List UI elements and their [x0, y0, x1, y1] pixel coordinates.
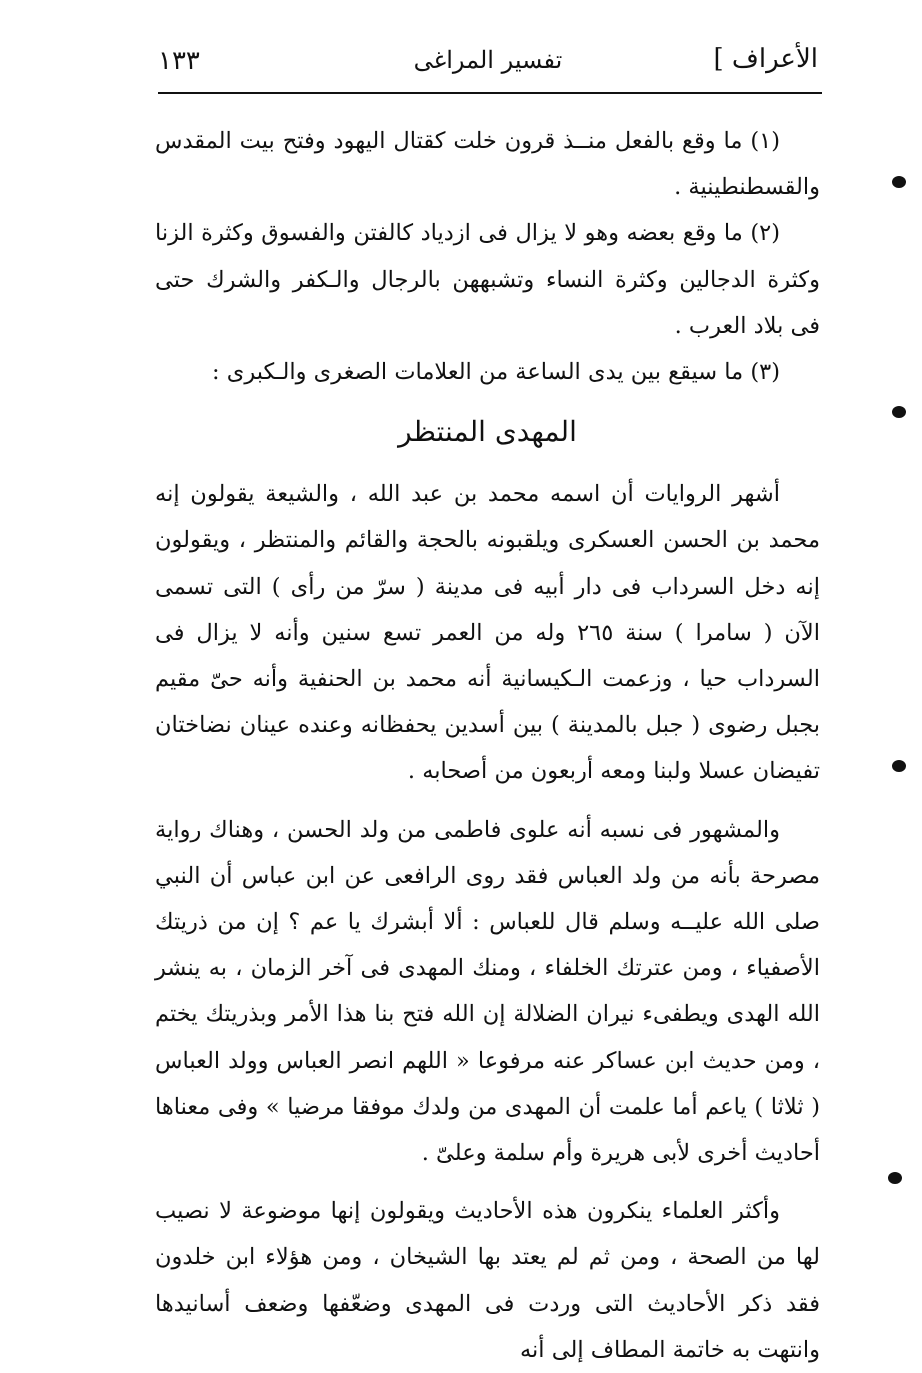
paragraph: وأكثر العلماء ينكرون هذه الأحاديث ويقولون إنها موضوعة لا نصيب لها من الصحة ، ومن ثم لم يعتد بها الشيخان ، ومن هؤلاء ابن خلدون فقد ذكر الأحاديث التى وردت فى المهدى وضعّفها وضعف أسانيدها وانتهت به خاتمة المطاف إلى أنه [155, 1198, 820, 1363]
paragraph: أشهر الروايات أن اسمه محمد بن عبد الله ، والشيعة يقولون إنه محمد بن الحسن العسكرى ويلقبونه بالحجة والقائم والمنتظر ، ويقولون إنه دخل السرداب فى دار أبيه فى مدينة ( سرّ من رأى ) التى تسمى الآن ( سامرا ) سنة ٢٦٥ وله من العمر تسع سنين وأنه لا يزال فى السرداب حيا ، وزعمت الـكيسانية أنه محمد بن الحنفية وأنه حىّ مقيم بجبل رضوى ( جبل بالمدينة ) بين أسدين يحفظانه وعنده عينان نضاختان تفيضان عسلا ولبنا ومعه أربعون من أصحابه . [155, 481, 820, 785]
margin-ink-blot [892, 176, 906, 188]
margin-ink-blot [892, 760, 906, 772]
surah-name: الأعراف ] [713, 44, 818, 74]
paragraph: والمشهور فى نسبه أنه علوى فاطمى من ولد الحسن ، وهناك رواية مصرحة بأنه من ولد العباس فقد روى الرافعى عن ابن عباس أن النبي صلى الله عليــه وسلم قال للعباس : ألا أبشرك يا عم ؟ إن من ذريتك الأصفياء ، ومن عترتك الخلفاء ، ومنك المهدى فى آخر الزمان ، به ينشر الله الهدى ويطفىء نيران الضلالة إن الله فتح بنا هذا الأمر وبذريتك يختم ، ومن حديث ابن عساكر عنه مرفوعا « اللهم انصر العباس وولد العباس ( ثلاثا ) ياعم أما علمت أن المهدى من ولدك موفقا مرضيا » وفى معناها أحاديث أخرى لأبى هريرة وأم سلمة وعلىّ . [155, 816, 820, 1167]
list-item: (١) ما وقع بالفعل منــذ قرون خلت كقتال اليهود وفتح بيت المقدس والقسطنطينية . [155, 128, 820, 201]
running-header [158, 36, 818, 88]
page-number: ١٣٣ [158, 46, 200, 76]
section-title: المهدى المنتظر [398, 415, 577, 449]
page-body [155, 118, 820, 1373]
margin-ink-blot [888, 1172, 902, 1184]
margin-ink-blot [892, 406, 906, 418]
list-item: (٢) ما وقع بعضه وهو لا يزال فى ازدياد كالفتن والفسوق وكثرة الزنا وكثرة الدجالين وكثرة النساء وتشبههن بالرجال والـكفر والشرك حتى فى بلاد العرب . [155, 220, 820, 339]
list-item: (٣) ما سيقع بين يدى الساعة من العلامات الصغرى والـكبرى : [211, 359, 780, 386]
book-title: تفسير المراغى [413, 46, 563, 74]
header-rule [158, 92, 822, 94]
